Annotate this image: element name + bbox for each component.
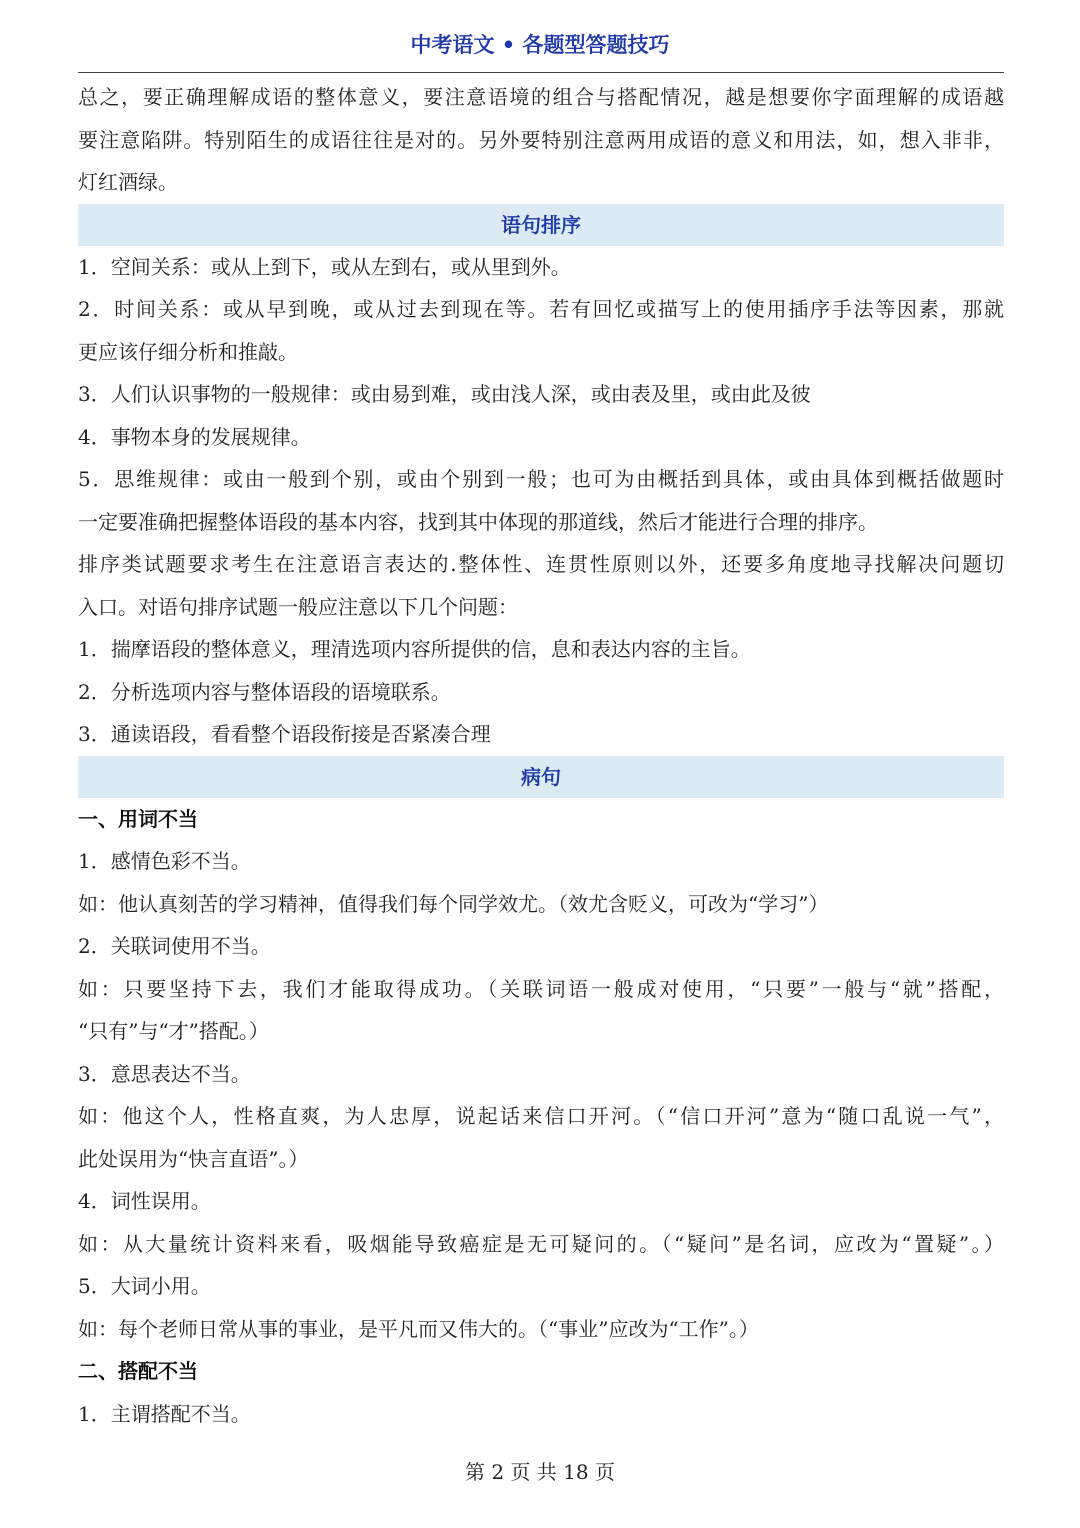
paragraph-line: 4．事物本身的发展规律。 xyxy=(78,424,311,449)
subheading-collocation-errors: 二、搭配不当 xyxy=(78,1359,198,1383)
page-content xyxy=(78,76,1004,1435)
header-divider xyxy=(78,72,1004,73)
paragraph-line: 2．分析选项内容与整体语段的语境联系。 xyxy=(78,679,451,704)
intro-line: 总之，要正确理解成语的整体意义，要注意语境的组合与搭配情况，越是想要你字面理解的成语越 xyxy=(78,85,1004,109)
paragraph-line: 3．人们认识事物的一般规律：或由易到难，或由浅人深，或由表及里，或由此及彼 xyxy=(78,382,811,406)
intro-line: 要注意陷阱。特别陌生的成语往往是对的。另外要特别注意两用成语的意义和用法，如，想入非非， xyxy=(78,127,1004,152)
paragraph-line: 如：只要坚持下去，我们才能取得成功。（关联词语一般成对使用，“只要”一般与“就”搭配， xyxy=(78,976,1004,1001)
paragraph-line: 如：他这个人，性格直爽，为人忠厚，说起话来信口开河。（“信口开河”意为“随口乱说一气”， xyxy=(78,1104,1004,1128)
paragraph-line: 更应该仔细分析和推敲。 xyxy=(78,339,298,364)
paragraph-line: 2．关联词使用不当。 xyxy=(78,934,271,958)
paragraph-line: 3．意思表达不当。 xyxy=(78,1061,251,1086)
paragraph-line: 1．揣摩语段的整体意义，理清选项内容所提供的信，息和表达内容的主旨。 xyxy=(78,637,751,661)
subheading-word-misuse: 一、用词不当 xyxy=(78,806,198,831)
page-number-footer: 第 2 页 共 18 页 xyxy=(465,1460,615,1484)
paragraph-line: 4．词性误用。 xyxy=(78,1189,211,1213)
paragraph-line: 入口。对语句排序试题一般应注意以下几个问题： xyxy=(78,594,518,619)
paragraph-line: 如：他认真刻苦的学习精神，值得我们每个同学效尤。（效尤含贬义，可改为“学习”） xyxy=(78,891,829,916)
paragraph-line: “只有”与“才”搭配。） xyxy=(78,1019,269,1043)
paragraph-line: 一定要准确把握整体语段的基本内容，找到其中体现的那道线，然后才能进行合理的排序。 xyxy=(78,509,878,534)
paragraph-line: 5．大词小用。 xyxy=(78,1274,211,1298)
paragraph-line: 2．时间关系：或从早到晚，或从过去到现在等。若有回忆或描写上的使用插序手法等因素，那就 xyxy=(78,297,1004,321)
paragraph-line: 此处误用为“快言直语”。） xyxy=(78,1146,309,1171)
page-header-title: 中考语文 • 各题型答题技巧 xyxy=(410,33,670,57)
paragraph-line: 如：从大量统计资料来看，吸烟能导致癌症是无可疑问的。（“疑问”是名词，应改为“置疑”。） xyxy=(78,1231,1004,1256)
paragraph-line: 1．空间关系：或从上到下，或从左到右，或从里到外。 xyxy=(78,254,571,279)
paragraph-line: 1．主谓搭配不当。 xyxy=(78,1401,251,1426)
paragraph-line: 5．思维规律：或由一般到个别，或由个别到一般；也可为由概括到具体，或由具体到概括做题时 xyxy=(78,467,1004,491)
section-heading-sentence-ordering: 语句排序 xyxy=(78,204,1004,246)
paragraph-line: 3．通读语段，看看整个语段衔接是否紧凑合理 xyxy=(78,722,491,746)
paragraph-line: 排序类试题要求考生在注意语言表达的.整体性、连贯性原则以外，还要多角度地寻找解决问题切 xyxy=(78,552,1004,576)
intro-line: 灯红酒绿。 xyxy=(78,170,178,194)
paragraph-line: 1．感情色彩不当。 xyxy=(78,849,251,873)
paragraph-line: 如：每个老师日常从事的事业，是平凡而又伟大的。（“事业”应改为“工作”。） xyxy=(78,1316,759,1341)
section-heading-faulty-sentences: 病句 xyxy=(78,756,1004,798)
